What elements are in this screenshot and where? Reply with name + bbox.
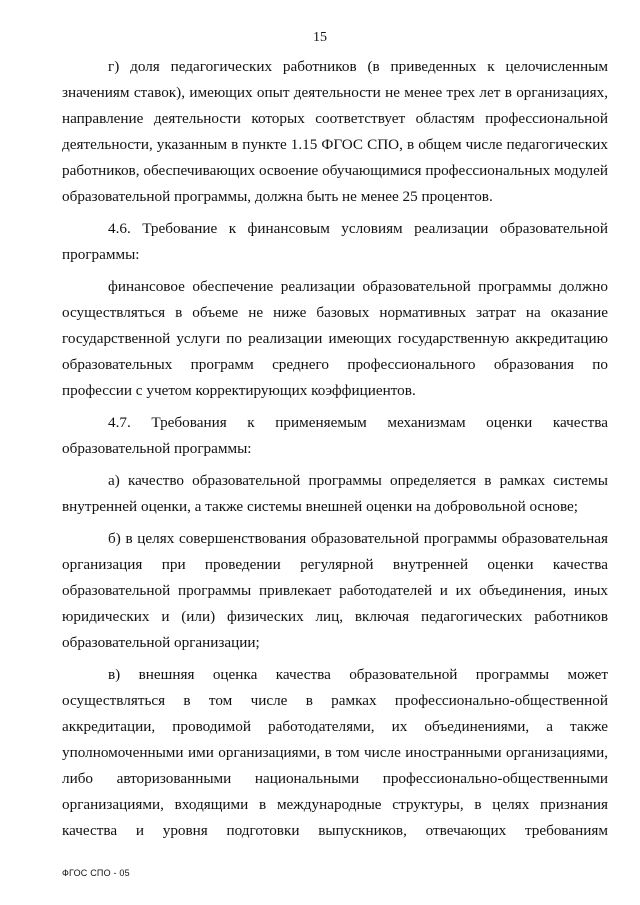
paragraph-financial-support: финансовое обеспечение реализации образовательной программы должно осуществляться в объеме не ниже базовых нормативных затрат на оказание государственной услуги по реализации имеющих государственную аккредитацию образовательных программ среднего профессионального образования по профессии с учетом корректирующих коэффициентов. [62,278,608,399]
document-body [62,54,608,850]
paragraph-section-4-6-heading: 4.6. Требование к финансовым условиям реализации образовательной программы: [62,220,608,263]
paragraph-section-4-7-heading: 4.7. Требования к применяемым механизмам оценки качества образовательной программы: [62,414,608,457]
page-number: 15 [313,30,327,45]
footer-document-code: ФГОС СПО - 05 [62,868,130,878]
paragraph-teacher-share: г) доля педагогических работников (в приведенных к целочисленным значениям ставок), имеющих опыт деятельности не менее трех лет в организациях, направление деятельности которых соответствует областям профессиональной деятельности, указанным в пункте 1.15 ФГОС СПО, в общем числе педагогических работников, обеспечивающих освоение обучающимися профессиональных модулей образовательной программы, должна быть не менее 25 процентов. [62,58,608,205]
paragraph-item-b: б) в целях совершенствования образовательной программы образовательная организация при проведении регулярной внутренней оценки качества образовательной программы привлекает работодателей и их объединения, иных юридических и (или) физических лиц, включая педагогических работников образовательной организации; [62,530,608,651]
paragraph-item-a: а) качество образовательной программы определяется в рамках системы внутренней оценки, а также системы внешней оценки на добровольной основе; [62,472,608,515]
paragraph-item-v: в) внешняя оценка качества образовательной программы может осуществляться в том числе в рамках профессионально-общественной аккредитации, проводимой работодателями, их объединениями, а также уполномоченными ими организациями, в том числе иностранными организациями, либо авторизованными национальными профессионально-общественными организациями, входящими в международные структуры, в целях признания качества и уровня подготовки выпускников, отвечающих требованиям [62,666,608,839]
